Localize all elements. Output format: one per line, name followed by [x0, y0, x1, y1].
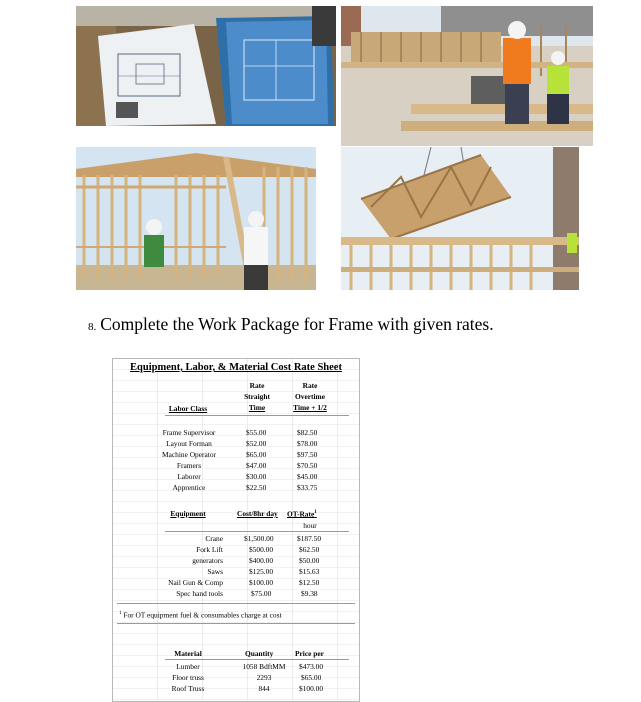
- labor-row-straight: $55.00: [246, 428, 267, 437]
- labor-row-overtime: $70.50: [297, 461, 318, 470]
- material-row-name: Floor truss: [172, 673, 204, 682]
- labor-straight-header-3: Time: [248, 403, 266, 412]
- equipment-row-ot: $15.63: [299, 567, 320, 576]
- framing-crew-saw-photo: [341, 6, 593, 146]
- labor-row-straight: $22.50: [246, 483, 267, 492]
- equipment-row-cost: $100.00: [249, 578, 274, 587]
- truss-lift-photo: [341, 147, 579, 290]
- labor-class-header: Labor Class: [168, 404, 208, 413]
- labor-row-straight: $52.00: [246, 439, 267, 448]
- question-number: 8.: [88, 321, 97, 333]
- labor-row-straight: $47.00: [246, 461, 267, 470]
- labor-row-overtime: $33.75: [297, 483, 318, 492]
- labor-row-name: Apprentice: [172, 483, 206, 492]
- labor-row-name: Framers: [176, 461, 202, 470]
- labor-straight-header-1: Rate: [249, 381, 265, 390]
- labor-row-straight: $30.00: [246, 472, 267, 481]
- cost-rate-sheet: [112, 358, 360, 702]
- material-qty-header: Quantity: [245, 649, 274, 658]
- equipment-header: Equipment: [170, 509, 206, 518]
- material-price-header: Price per: [295, 649, 324, 658]
- labor-straight-header-2: Straight: [244, 392, 270, 401]
- equipment-row-ot: $62.50: [299, 545, 320, 554]
- equipment-row-name: generators: [192, 556, 223, 565]
- material-row-name: Lumber: [176, 662, 200, 671]
- equipment-row-cost: $500.00: [249, 545, 274, 554]
- material-row-price: $65.00: [301, 673, 322, 682]
- labor-row-overtime: $82.50: [297, 428, 318, 437]
- material-row-price: $473.00: [299, 662, 324, 671]
- labor-row-name: Frame Supervisor: [162, 428, 216, 437]
- equipment-row-name: Crane: [205, 534, 223, 543]
- labor-row-overtime: $97.50: [297, 450, 318, 459]
- equipment-row-ot: $187.50: [297, 534, 322, 543]
- equipment-row-name: Fork Lift: [196, 545, 223, 554]
- labor-overtime-header-1: Rate: [302, 381, 318, 390]
- equipment-row-cost: $400.00: [249, 556, 274, 565]
- labor-row-name: Layout Forman: [166, 439, 212, 448]
- labor-row-straight: $65.00: [246, 450, 267, 459]
- equipment-row-cost: $75.00: [251, 589, 272, 598]
- labor-overtime-header-2: Overtime: [295, 392, 325, 401]
- material-row-name: Roof Truss: [171, 684, 205, 693]
- material-header: Material: [174, 649, 202, 658]
- wall-raising-photo: [76, 147, 316, 290]
- equipment-row-name: Nail Gun & Comp: [168, 578, 223, 587]
- equipment-row-cost: $1,500.00: [244, 534, 274, 543]
- equipment-row-name: Spec hand tools: [176, 589, 223, 598]
- equipment-row-ot: $9.38: [301, 589, 318, 598]
- blueprints-photo: [76, 6, 336, 126]
- equipment-ot-unit: hour: [303, 521, 317, 530]
- material-row-price: $100.00: [299, 684, 324, 693]
- sheet-title: Equipment, Labor, & Material Cost Rate Sheet: [130, 362, 342, 373]
- labor-row-overtime: $45.00: [297, 472, 318, 481]
- equipment-cost-header: Cost/8hr day: [237, 509, 278, 518]
- equipment-row-cost: $125.00: [249, 567, 274, 576]
- labor-overtime-header-3: Time + 1/2: [293, 403, 327, 412]
- equipment-row-ot: $50.00: [299, 556, 320, 565]
- labor-row-name: Machine Operator: [162, 450, 216, 459]
- labor-row-overtime: $78.00: [297, 439, 318, 448]
- equipment-footnote: $^1$ For OT equipment fuel & consumables charge at cost: [119, 610, 282, 620]
- question-body: Complete the Work Package for Frame with given rates.: [100, 314, 494, 334]
- equipment-row-ot: $12.50: [299, 578, 320, 587]
- question-text: [88, 314, 494, 335]
- material-row-qty: 2293: [256, 673, 272, 682]
- equipment-row-name: Saws: [207, 567, 223, 576]
- equipment-ot-header: OT-Rate$^1$: [287, 509, 317, 519]
- material-row-qty: 1058 BdftMM: [242, 662, 286, 671]
- labor-row-name: Laborer: [177, 472, 201, 481]
- material-row-qty: 844: [258, 684, 270, 693]
